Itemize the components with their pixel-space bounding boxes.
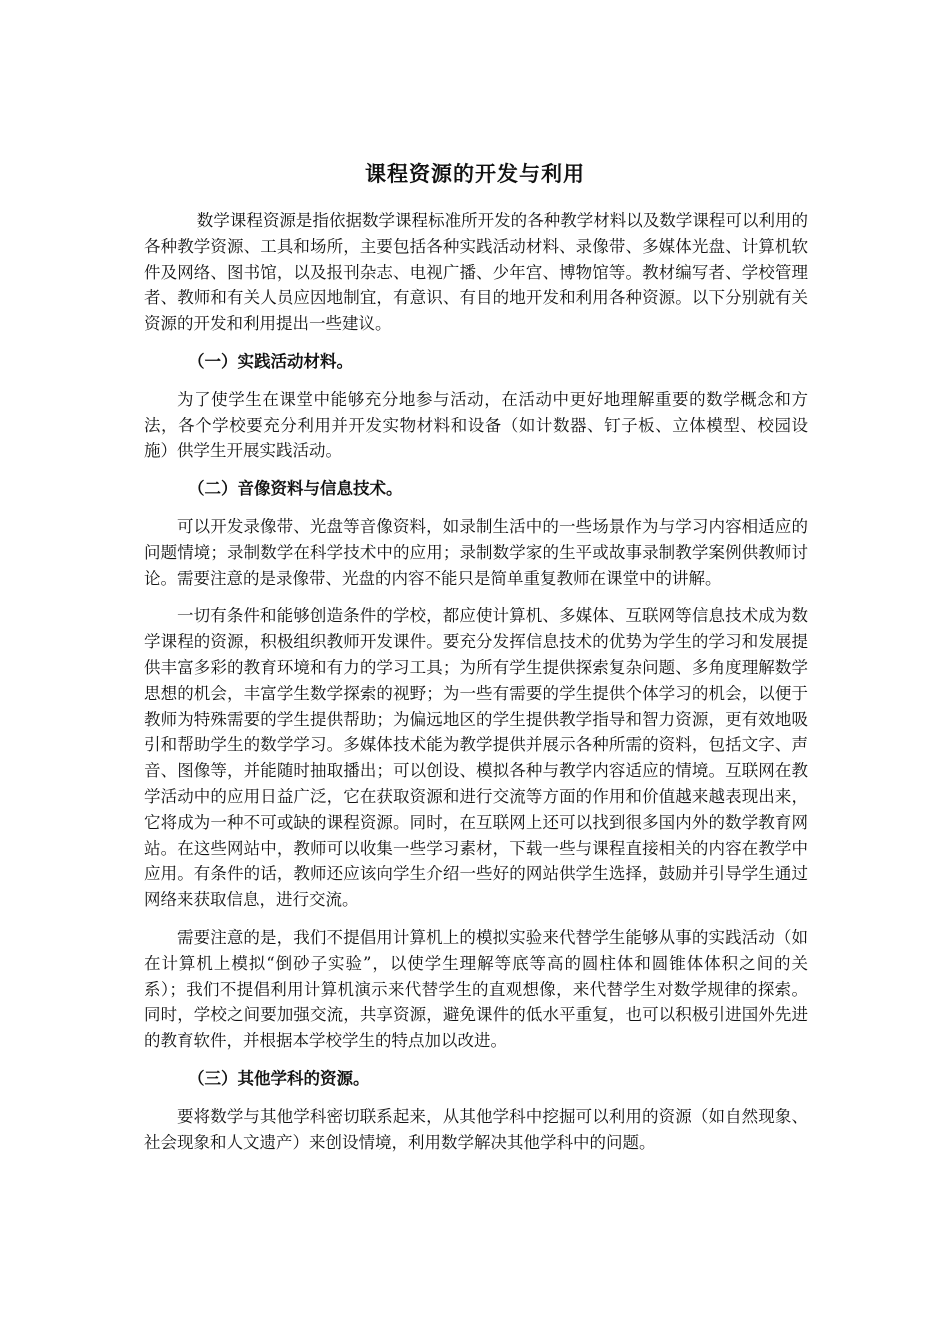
- section-heading-other-subjects: （三）其他学科的资源。: [188, 1068, 370, 1088]
- document-body: [144, 208, 808, 1167]
- paragraph-practice-materials: 为了使学生在课堂中能够充分地参与活动，在活动中更好地理解重要的数学概念和方法，各个学校要充分利用并开发实物材料和设备（如计数器、钉子板、立体模型、校园设施）供学生开展实践活动。: [144, 389, 808, 461]
- document-title: 课程资源的开发与利用: [365, 161, 585, 186]
- paragraph-audio-visual-3: 需要注意的是，我们不提倡用计算机上的模拟实验来代替学生能够从事的实践活动（如在计算机上模拟“倒砂子实验”，以使学生理解等底等高的圆柱体和圆锥体体积之间的关系）；我们不提倡利用计算机演示来代替学生的直观想像，来代替学生对数学规律的探索。同时，学校之间要加强交流，共享资源，避免课件的低水平重复，也可以积极引进国外先进的教育软件，并根据本学校学生的特点加以改进。: [144, 927, 808, 1051]
- section-heading-audio-visual: （二）音像资料与信息技术。: [188, 479, 403, 499]
- paragraph-audio-visual-1: 可以开发录像带、光盘等音像资料，如录制生活中的一些场景作为与学习内容相适应的问题情境；录制数学在科学技术中的应用；录制数学家的生平或故事录制教学案例供教师讨论。需要注意的是录像带、光盘的内容不能只是简单重复教师在课堂中的讲解。: [144, 516, 808, 588]
- section-heading-practice-materials: （一）实践活动材料。: [188, 351, 353, 371]
- intro-paragraph: 数学课程资源是指依据数学课程标准所开发的各种教学材料以及数学课程可以利用的各种教学资源、工具和场所，主要包括各种实践活动材料、录像带、多媒体光盘、计算机软件及网络、图书馆，以及报刊杂志、电视广播、少年宫、博物馆等。教材编写者、学校管理者、教师和有关人员应因地制宜，有意识、有目的地开发和利用各种资源。以下分别就有关资源的开发和利用提出一些建议。: [144, 211, 808, 334]
- paragraph-audio-visual-2: 一切有条件和能够创造条件的学校，都应使计算机、多媒体、互联网等信息技术成为数学课程的资源，积极组织教师开发课件。要充分发挥信息技术的优势为学生的学习和发展提供丰富多彩的教育环境和有力的学习工具；为所有学生提供探索复杂问题、多角度理解数学思想的机会，丰富学生数学探索的视野；为一些有需要的学生提供个体学习的机会，以便于教师为特殊需要的学生提供帮助；为偏远地区的学生提供教学指导和智力资源，更有效地吸引和帮助学生的数学学习。多媒体技术能为教学提供并展示各种所需的资料，包括文字、声音、图像等，并能随时抽取播出；可以创设、模拟各种与教学内容适应的情境。互联网在教学活动中的应用日益广泛，它在获取资源和进行交流等方面的作用和价值越来越表现出来，它将成为一种不可或缺的课程资源。同时，在互联网上还可以找到很多国内外的数学教育网站。在这些网站中，教师可以收集一些学习素材，下载一些与课程直接相关的内容在教学中应用。有条件的话，教师还应该向学生介绍一些好的网站供学生选择，鼓励并引导学生通过网络来获取信息，进行交流。: [144, 606, 808, 910]
- paragraph-other-subjects: 要将数学与其他学科密切联系起来，从其他学科中挖掘可以利用的资源（如自然现象、社会现象和人文遗产）来创设情境，利用数学解决其他学科中的问题。: [144, 1106, 808, 1152]
